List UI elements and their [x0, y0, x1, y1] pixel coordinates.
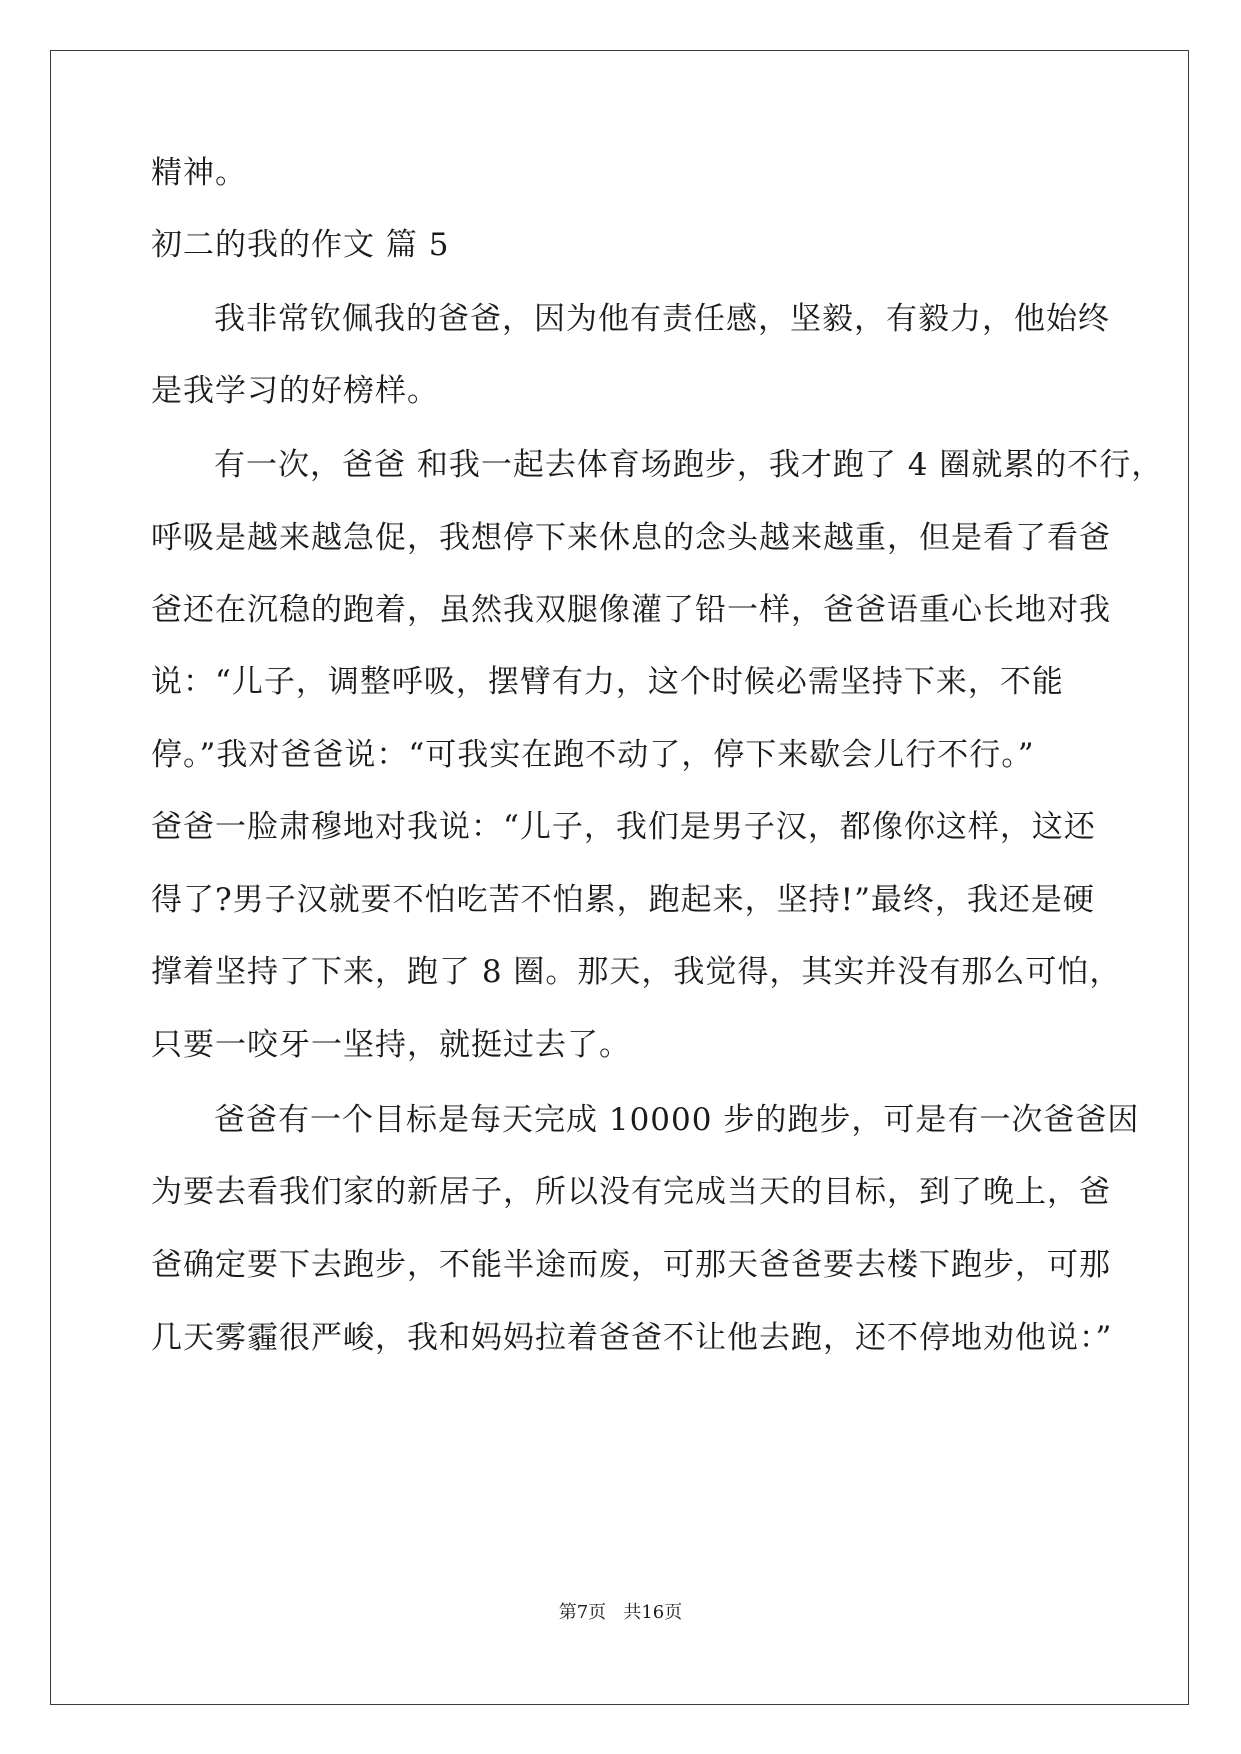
text-line-17: 几天雾霾很严峻，我和妈妈拉着爸爸不让他去跑，还不停地劝他说：”: [151, 1320, 1113, 1356]
text-line-1: 精神。: [151, 155, 247, 191]
text-line-8: 说：“儿子，调整呼吸，摆臂有力，这个时候必需坚持下来，不能: [151, 664, 1064, 700]
text-line-11: 得了?男子汉就要不怕吃苦不怕累，跑起来，坚持!”最终，我还是硬: [151, 882, 1095, 918]
text-line-16: 爸确定要下去跑步，不能半途而废，可那天爸爸要去楼下跑步，可那: [151, 1247, 1111, 1283]
page-footer: 第7页 共16页: [558, 1602, 683, 1623]
text-line-9: 停。”我对爸爸说：“可我实在跑不动了，停下来歇会儿行不行。”: [151, 737, 1035, 773]
text-line-13: 只要一咬牙一坚持，就挺过去了。: [151, 1027, 631, 1063]
text-line-14: 爸爸有一个目标是每天完成 10000 步的跑步，可是有一次爸爸因: [214, 1102, 1140, 1138]
text-line-3: 我非常钦佩我的爸爸，因为他有责任感，坚毅，有毅力，他始终: [214, 301, 1110, 337]
text-line-6: 呼吸是越来越急促，我想停下来休息的念头越来越重，但是看了看爸: [151, 520, 1111, 556]
text-line-12: 撑着坚持了下来，跑了 8 圈。那天，我觉得，其实并没有那么可怕，: [151, 954, 1122, 990]
text-line-15: 为要去看我们家的新居子，所以没有完成当天的目标，到了晚上，爸: [151, 1174, 1111, 1210]
section-heading: 初二的我的作文 篇 5: [151, 227, 450, 263]
text-line-7: 爸还在沉稳的跑着，虽然我双腿像灌了铅一样，爸爸语重心长地对我: [151, 592, 1111, 628]
text-line-4: 是我学习的好榜样。: [151, 373, 439, 409]
text-line-10: 爸爸一脸肃穆地对我说：“儿子，我们是男子汉，都像你这样，这还: [151, 809, 1096, 845]
text-line-5: 有一次，爸爸 和我一起去体育场跑步，我才跑了 4 圈就累的不行，: [214, 447, 1164, 483]
